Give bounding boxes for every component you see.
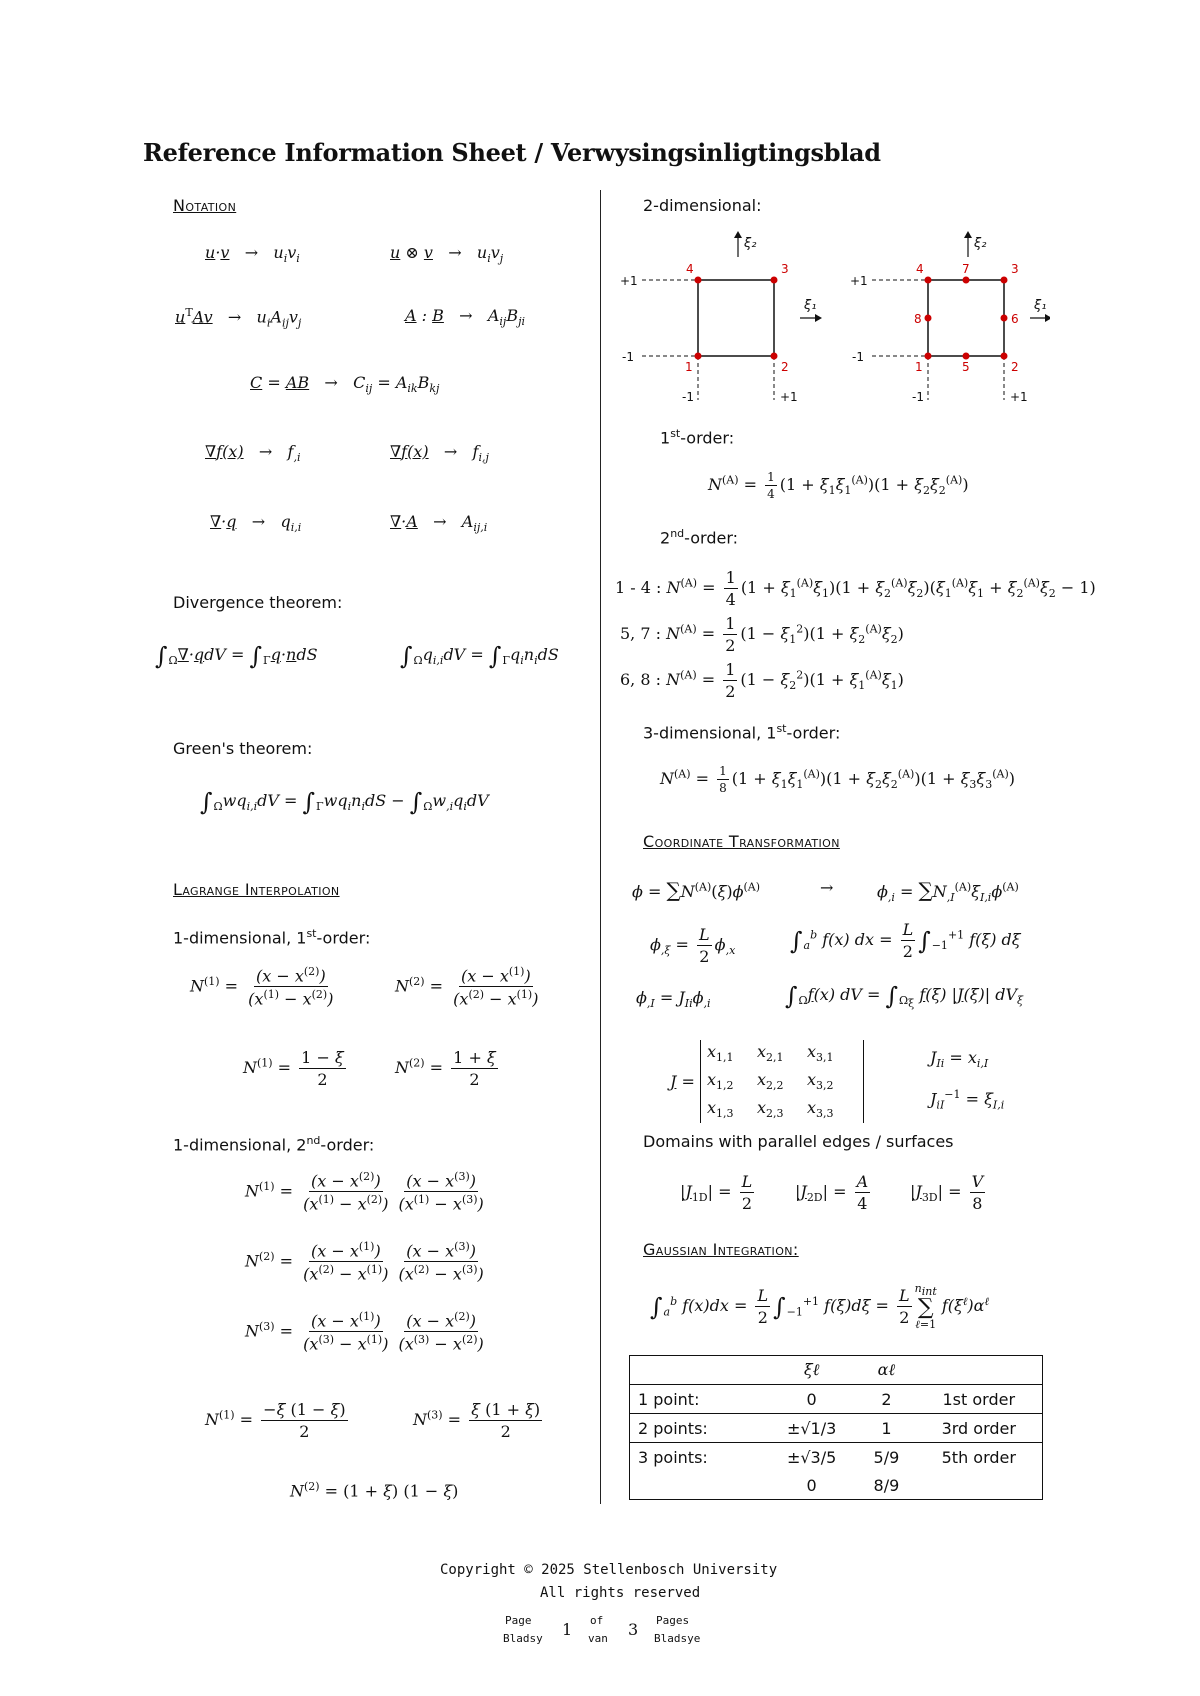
table-cell: 1 xyxy=(857,1414,915,1443)
axis-label-minus: -1 xyxy=(852,350,864,364)
axis-label-minus: -1 xyxy=(912,390,924,404)
footer-van: van xyxy=(588,1632,608,1645)
table-header-row xyxy=(630,1356,1043,1385)
formula-divergence-theorem-index: $\int_\Omega q_{i,i}dV = \int_\Gamma q_in_idS$ xyxy=(400,642,559,670)
table-cell: 5th order xyxy=(916,1443,1043,1472)
formula-divergence-tensor: ∇·A → $A_{ij,i}$ xyxy=(390,512,488,535)
formula-3d-trilinear: $N^{(A)}$ = $\frac{1}{8}$ $(1 + \xi_1\xi_1^{(A)})(1 + \xi_2\xi_2^{(A)})(1 + \xi_3\xi_3^{(A)})$ xyxy=(660,764,1015,795)
section-lagrange: Lagrange Interpolation xyxy=(173,880,340,899)
footer-copyright: Copyright © 2025 Stellenbosch University xyxy=(440,1562,778,1578)
table-cell: 2 xyxy=(857,1385,915,1414)
formula-integral-nd: $\int_\Omega f(x)$ dV = $\int_{\Omega_\xi}$ f(ξ) |J(ξ)| $dV_\xi$ xyxy=(785,982,1024,1011)
formula-jacobian-1d: $|J_{1D}|$ = $\frac{L}{2}$ xyxy=(680,1172,753,1213)
table-cell: 3 points: xyxy=(630,1443,767,1472)
formula-interpolation-arrow: → xyxy=(820,878,834,897)
formula-jacobian-3d: $|J_{3D}|$ = $\frac{V}{8}$ xyxy=(910,1172,984,1213)
axis-xi1: ξ₁ xyxy=(1034,298,1047,313)
formula-interpolation-derivative: $\phi_{,i} = \sum N_{,I}^{(A)}\xi_{I,i}\phi^{(A)}$ xyxy=(877,878,1019,905)
footer-total-pages: 3 xyxy=(628,1620,639,1639)
table-cell xyxy=(630,1356,767,1385)
axis-label-plus: +1 xyxy=(780,390,798,404)
formula-integral-1d: $\int_a^b$ f(x) dx = $\frac{L}{2}$ $\int_{-1}^{+1}$ f(ξ) dξ xyxy=(790,920,1021,961)
label-3d: 3-dimensional, 1st-order: xyxy=(643,722,841,743)
table-cell xyxy=(916,1356,1043,1385)
axis-label-plus: +1 xyxy=(850,274,868,288)
formula-2d-serendipity-mid-68: 6, 8 : $N^{(A)}$ = $\frac{1}{2}$ $(1 - \xi_2^2)(1 + \xi_1^{(A)}\xi_1)$ xyxy=(620,660,904,701)
page-title: Reference Information Sheet / Verwysingsinligtingsblad xyxy=(143,138,881,167)
formula-gradient-vector: ∇f(x) → $f_{i,j}$ xyxy=(390,442,489,465)
table-row xyxy=(630,1471,1043,1500)
formula-divergence-theorem: $\int_\Omega\nabla\cdot qdV = \int_\Gamma q\cdot ndS$ xyxy=(155,642,318,670)
label-2d: 2-dimensional: xyxy=(643,196,762,215)
axis-xi2: ξ₂ xyxy=(974,236,987,251)
footer-of: of xyxy=(590,1614,604,1627)
label-1d-second: 1-dimensional, 2nd-order: xyxy=(173,1134,375,1155)
node-label: 7 xyxy=(962,262,970,276)
formula-N2-linear: $N^{(2)}$ = $\frac{(x - x^{(1)})}{(x^{(2)} - x^{(1)})}$ xyxy=(395,965,539,1009)
element-diagram xyxy=(620,225,1050,410)
quadratic-quad-element xyxy=(850,231,1050,404)
formula-gradient-scalar: ∇f(x) → $f_{,i}$ xyxy=(205,442,301,465)
node-label: 3 xyxy=(1011,262,1019,276)
table-cell: 0 xyxy=(806,1475,817,1495)
node-label: 8 xyxy=(914,312,922,326)
table-cell: ±√1/3 xyxy=(766,1414,857,1443)
node-label: 2 xyxy=(781,360,789,374)
formula-matrix-product: C = AB → $C_{ij} = A_{ik}B_{kj}$ xyxy=(250,373,440,396)
formula-2d-serendipity-mid-57: 5, 7 : $N^{(A)}$ = $\frac{1}{2}$ $(1 - \xi_1^2)(1 + \xi_2^{(A)}\xi_2)$ xyxy=(620,614,904,655)
formula-gauss-quadrature: $\int_a^b$ f(x)dx = $\frac{L}{2}$ $\int_{-1}^{+1}$ f(ξ)dξ = $\frac{L}{2}$ $n_{int}$ ∑ ℓ=1 $f(\xi^\ell)\alpha^\ell$ xyxy=(650,1282,990,1332)
formula-N2-quadratic: $N^{(2)}$ = $\frac{(x - x^{(1)})}{(x^{(2)} - x^{(1)})}$ $\frac{(x - x^{(3)})}{(x^{(2)} - x^{(3)})}$ xyxy=(245,1240,484,1284)
label-greens: Green's theorem: xyxy=(173,739,313,758)
node-label: 1 xyxy=(915,360,923,374)
formula-N1-quadratic-xi: $N^{(1)}$ = $\frac{-\xi (1 - \xi)}{2}$ xyxy=(205,1400,346,1441)
label-2d-second-order: 2nd-order: xyxy=(660,527,738,548)
formula-jacobian-2d: $|J_{2D}|$ = $\frac{A}{4}$ xyxy=(795,1172,869,1213)
formula-dot-product: u·v → $u_iv_i$ xyxy=(205,243,300,266)
formula-N2-quadratic-xi: $N^{(2)} = (1 + \xi) (1 - \xi)$ xyxy=(290,1480,459,1501)
footer-page-label-af: Bladsy xyxy=(503,1632,543,1645)
formula-divergence-vector: ∇·q → $q_{i,i}$ xyxy=(210,512,302,535)
table-cell: 1st order xyxy=(916,1385,1043,1414)
formula-N1-quadratic: $N^{(1)}$ = $\frac{(x - x^{(2)})}{(x^{(1)} - x^{(2)})}$ $\frac{(x - x^{(3)})}{(x^{(1)} - x^{(3)})}$ xyxy=(245,1170,484,1214)
table-cell: 0 xyxy=(766,1385,857,1414)
formula-chain-1d: $\phi_{,\xi}$ = $\frac{L}{2}$ $\phi_{,x}$ xyxy=(650,925,736,966)
formula-2d-serendipity-corner: 1 - 4 : $N^{(A)}$ = $\frac{1}{4}$ $(1 + \xi_1^{(A)}\xi_1)(1 + \xi_2^{(A)}\xi_2)(\xi_1^{(A)}\xi_1 + \xi_2^{(A)}\xi_2 - 1)$ xyxy=(615,568,1096,609)
label-domains: Domains with parallel edges / surfaces xyxy=(643,1132,954,1151)
node-label: 4 xyxy=(916,262,924,276)
table-cell: 1 point: xyxy=(630,1385,767,1414)
formula-double-contraction: A : B → $A_{ij}B_{ji}$ xyxy=(405,306,526,329)
node-label: 4 xyxy=(686,262,694,276)
axis-label-plus: +1 xyxy=(620,274,638,288)
formula-chain-nd: $\phi_{,I} = J_{Ii}\phi_{,i}$ xyxy=(636,988,711,1011)
formula-N3-quadratic-xi: $N^{(3)}$ = $\frac{\xi (1 + \xi)}{2}$ xyxy=(413,1400,541,1441)
node-label: 1 xyxy=(685,360,693,374)
node-label: 5 xyxy=(962,360,970,374)
label-divergence: Divergence theorem: xyxy=(173,593,343,612)
table-cell: 8/9 xyxy=(873,1475,900,1495)
table-cell xyxy=(630,1471,767,1500)
axis-label-plus: +1 xyxy=(1010,390,1028,404)
footer-page-number: 1 xyxy=(562,1620,573,1639)
table-cell: ξℓ xyxy=(803,1360,820,1379)
footer-rights: All rights reserved xyxy=(540,1585,701,1601)
axis-label-minus: -1 xyxy=(622,350,634,364)
formula-uTAv: $u^TAv$ → $u_iA_{ij}v_j$ xyxy=(175,306,302,330)
table-cell: 5/9 xyxy=(857,1443,915,1472)
formula-N3-quadratic: $N^{(3)}$ = $\frac{(x - x^{(1)})}{(x^{(3)} - x^{(1)})}$ $\frac{(x - x^{(2)})}{(x^{(3)} - x^{(2)})}$ xyxy=(245,1310,484,1354)
footer-pages-label-af: Bladsye xyxy=(654,1632,701,1645)
footer-page-label: Page xyxy=(505,1614,532,1627)
table-row xyxy=(630,1385,1043,1414)
label-1d-first: 1-dimensional, 1st-order: xyxy=(173,927,371,948)
formula-dyadic-product: u ⊗ v → $u_iv_j$ xyxy=(390,243,504,266)
table-cell: ±√3/5 xyxy=(766,1443,857,1472)
axis-xi2: ξ₂ xyxy=(744,236,757,251)
footer-pages-label: Pages xyxy=(656,1614,690,1627)
section-notation: Notation xyxy=(173,196,237,215)
section-gaussian: Gaussian Integration: xyxy=(643,1240,799,1259)
formula-greens-theorem: $\int_\Omega wq_{i,i}dV = \int_\Gamma wq_in_idS - \int_\Omega w_{,i}q_idV$ xyxy=(200,788,489,816)
formula-2d-bilinear: $N^{(A)}$ = $\frac{1}{4}$ $(1 + \xi_1\xi_1^{(A)})(1 + \xi_2\xi_2^{(A)})$ xyxy=(708,470,969,501)
node-label: 6 xyxy=(1011,312,1019,326)
section-coordinate: Coordinate Transformation xyxy=(643,832,840,851)
formula-N1-linear: $N^{(1)}$ = $\frac{(x - x^{(2)})}{(x^{(1)} - x^{(2)})}$ xyxy=(190,965,334,1009)
table-cell: αℓ xyxy=(877,1360,896,1379)
gauss-points-table xyxy=(629,1355,1043,1500)
formula-N1-linear-xi: $N^{(1)}$ = $\frac{1 - \xi}{2}$ xyxy=(243,1048,344,1089)
label-2d-first-order: 1st-order: xyxy=(660,427,735,448)
formula-N2-linear-xi: $N^{(2)}$ = $\frac{1 + \xi}{2}$ xyxy=(395,1048,496,1089)
axis-xi1: ξ₁ xyxy=(804,298,817,313)
table-row xyxy=(630,1414,1043,1443)
table-row xyxy=(630,1443,1043,1472)
formula-jacobian-entry: $J_{Ii} = x_{i,I}$ xyxy=(930,1048,989,1071)
formula-interpolation: $\phi = \sum N^{(A)}(\xi)\phi^{(A)}$ xyxy=(632,878,761,902)
linear-quad-element xyxy=(620,231,822,404)
table-cell: 2 points: xyxy=(630,1414,767,1443)
column-divider xyxy=(600,190,601,1504)
formula-jacobian-matrix: J = $x_{1,1}$ $x_{2,1}$ $x_{3,1}$ $x_{1,2}$ $x_{2,2}$ $x_{3,2}$ $x_{1,3}$ $x_{2,3}$ $x_{3,3}$ xyxy=(670,1040,864,1123)
node-label: 2 xyxy=(1011,360,1019,374)
table-cell xyxy=(916,1471,1043,1500)
formula-jacobian-inverse: $J_{iI}^{-1} = \xi_{I,i}$ xyxy=(930,1088,1005,1112)
table-cell: 3rd order xyxy=(916,1414,1043,1443)
node-label: 3 xyxy=(781,262,789,276)
axis-label-minus: -1 xyxy=(682,390,694,404)
